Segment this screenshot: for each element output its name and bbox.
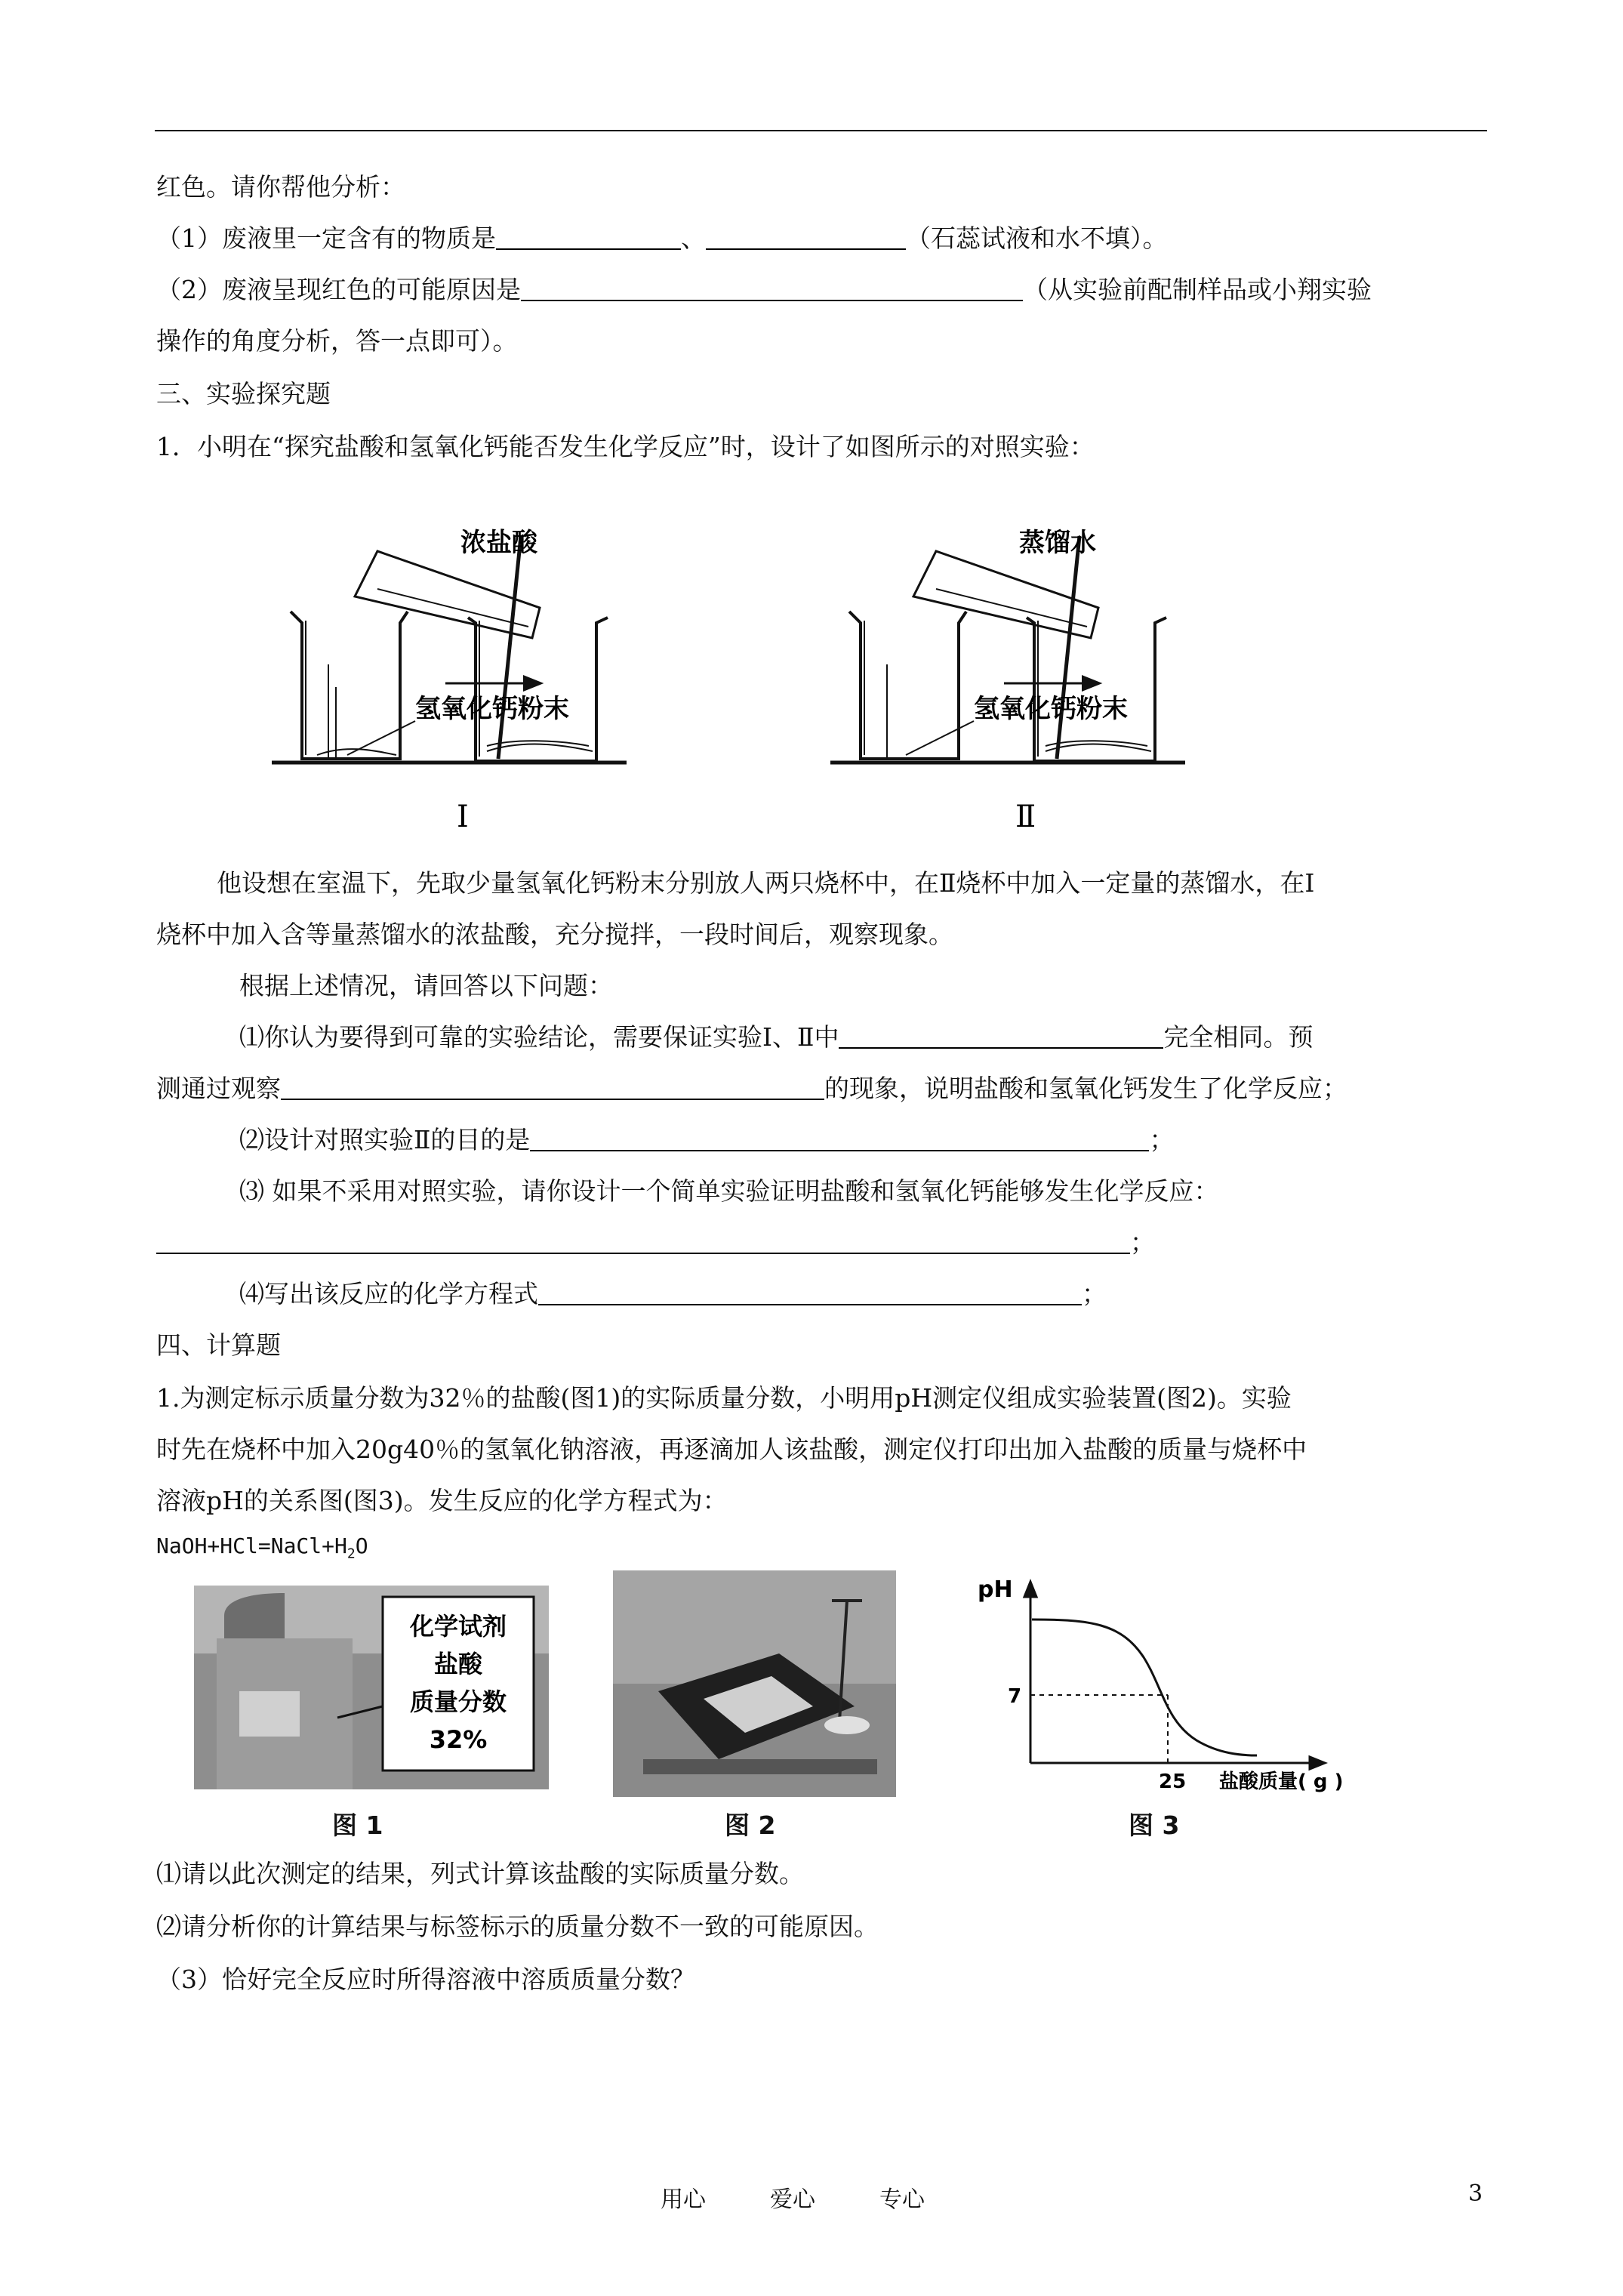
answer-blank[interactable] <box>538 1281 1082 1305</box>
tick-label: 25 <box>1159 1771 1187 1793</box>
beaker-3 <box>849 612 966 759</box>
question-2-2 <box>156 275 1372 305</box>
sub-question-1 <box>239 1022 1313 1052</box>
powder-label-2: 氢氧化钙粉末 <box>974 694 1128 724</box>
tick-label: 7 <box>1008 1685 1022 1708</box>
label-line: 32% <box>429 1725 488 1754</box>
text: O <box>355 1533 368 1558</box>
text: ⑷写出该反应的化学方程式 <box>239 1279 538 1308</box>
text: ； <box>1130 1228 1155 1257</box>
roman-label-1: Ⅰ <box>457 800 469 834</box>
label-line: 质量分数 <box>409 1687 507 1716</box>
sub-question-3-blank <box>156 1228 1155 1258</box>
text: （石蕊试液和水不填）。 <box>906 223 1168 253</box>
caption-fig2: 图 2 <box>725 1811 776 1840</box>
caption-fig1: 图 1 <box>332 1811 383 1840</box>
text: 、 <box>681 223 706 253</box>
powder-label-1: 氢氧化钙粉末 <box>415 694 569 724</box>
text: NaOH+HCl=NaCl+H <box>156 1533 347 1558</box>
label-line: 化学试剂 <box>409 1612 507 1641</box>
section-title-3: 三、实验探究题 <box>156 379 331 408</box>
text-line: 红色。请你帮他分析： <box>156 172 405 202</box>
beaker-4 <box>1027 618 1166 761</box>
roman-label-2: Ⅱ <box>1015 800 1036 834</box>
text: ⑴你认为要得到可靠的实验结论，需要保证实验Ⅰ、Ⅱ中 <box>239 1022 839 1052</box>
x-axis-label: 盐酸质量( g ) <box>1219 1771 1344 1793</box>
sub-question-3: ⑶ 如果不采用对照实验，请你设计一个简单实验证明盐酸和氢氧化钙能够发生化学反应： <box>239 1176 1219 1206</box>
page-number: 3 <box>1468 2180 1483 2207</box>
answer-blank[interactable] <box>530 1127 1149 1151</box>
text: 的现象，说明盐酸和氢氧化钙发生了化学反应； <box>824 1074 1347 1103</box>
figure-3-graph <box>970 1574 1363 1793</box>
text-line: 烧杯中加入含等量蒸馏水的浓盐酸，充分搅拌，一段时间后，观察现象。 <box>156 920 953 949</box>
answer-blank[interactable] <box>839 1025 1163 1049</box>
calc-intro-2: 时先在烧杯中加入20g40％的氢氧化钠溶液，再逐滴加人该盐酸，测定仪打印出加入盐酸的质量与烧杯中 <box>156 1435 1307 1464</box>
calc-intro-1: 1.为测定标示质量分数为32％的盐酸(图1)的实际质量分数，小明用pH测定仪组成实验装置(图2)。实验 <box>156 1383 1292 1413</box>
footer-text: 用心 <box>661 2187 706 2213</box>
answer-blank[interactable] <box>521 277 1023 301</box>
beaker-2 <box>468 618 608 761</box>
acid-label: 浓盐酸 <box>460 528 537 558</box>
calc-question-2: ⑵请分析你的计算结果与标签标示的质量分数不一致的可能原因。 <box>156 1912 879 1941</box>
ph-curve <box>1032 1620 1257 1755</box>
figure-1-photo <box>194 1586 549 1789</box>
answer-blank[interactable] <box>496 226 681 250</box>
stirring-rod-1 <box>498 536 521 759</box>
subscript: 2 <box>346 1546 356 1562</box>
y-axis-label: pH <box>978 1576 1013 1603</box>
answer-blank[interactable] <box>156 1230 1130 1254</box>
water-label: 蒸馏水 <box>1019 528 1096 558</box>
calc-question-1: ⑴请以此次测定的结果，列式计算该盐酸的实际质量分数。 <box>156 1859 804 1888</box>
answer-blank[interactable] <box>281 1076 824 1100</box>
text-line: 他设想在室温下，先取少量氢氧化钙粉末分别放人两只烧杯中，在Ⅱ烧杯中加入一定量的蒸馏水，在Ⅰ <box>217 868 1315 898</box>
question-2-1 <box>156 223 1168 254</box>
text: ⑵设计对照实验Ⅱ的目的是 <box>239 1125 531 1154</box>
text: （2）废液呈现红色的可能原因是 <box>156 275 521 304</box>
section-title-4: 四、计算题 <box>156 1330 281 1360</box>
answer-blank[interactable] <box>706 226 906 250</box>
text: （1）废液里一定含有的物质是 <box>156 223 496 253</box>
text-line: 操作的角度分析，答一点即可）。 <box>156 326 518 356</box>
question-1-intro: 1．小明在“探究盐酸和氢氧化钙能否发生化学反应”时，设计了如图所示的对照实验： <box>156 432 1095 461</box>
figure-2-photo <box>613 1570 896 1797</box>
stirring-rod-2 <box>1057 536 1079 759</box>
header-rule <box>155 130 1487 131</box>
text-line: 根据上述情况，请回答以下问题： <box>239 971 613 1000</box>
experiment-figure <box>272 491 1268 838</box>
text: （从实验前配制样品或小翔实验 <box>1023 275 1372 304</box>
footer-text: 爱心 <box>770 2187 815 2213</box>
sub-question-4 <box>239 1279 1107 1309</box>
sub-question-1-cont <box>156 1074 1347 1104</box>
calc-intro-3: 溶液pH的关系图(图3)。发生反应的化学方程式为： <box>156 1486 728 1515</box>
text: 完全相同。预 <box>1163 1022 1313 1052</box>
beaker-1 <box>291 612 408 759</box>
footer-text: 专心 <box>879 2187 925 2213</box>
chemical-equation <box>156 1531 368 1570</box>
calc-question-3: （3）恰好完全反应时所得溶液中溶质质量分数？ <box>156 1965 695 1994</box>
text: ； <box>1149 1125 1175 1154</box>
sub-question-2 <box>239 1125 1174 1155</box>
text: ； <box>1082 1279 1107 1308</box>
text: 测通过观察 <box>156 1074 281 1103</box>
label-line: 盐酸 <box>433 1650 483 1678</box>
caption-fig3: 图 3 <box>1129 1811 1180 1840</box>
